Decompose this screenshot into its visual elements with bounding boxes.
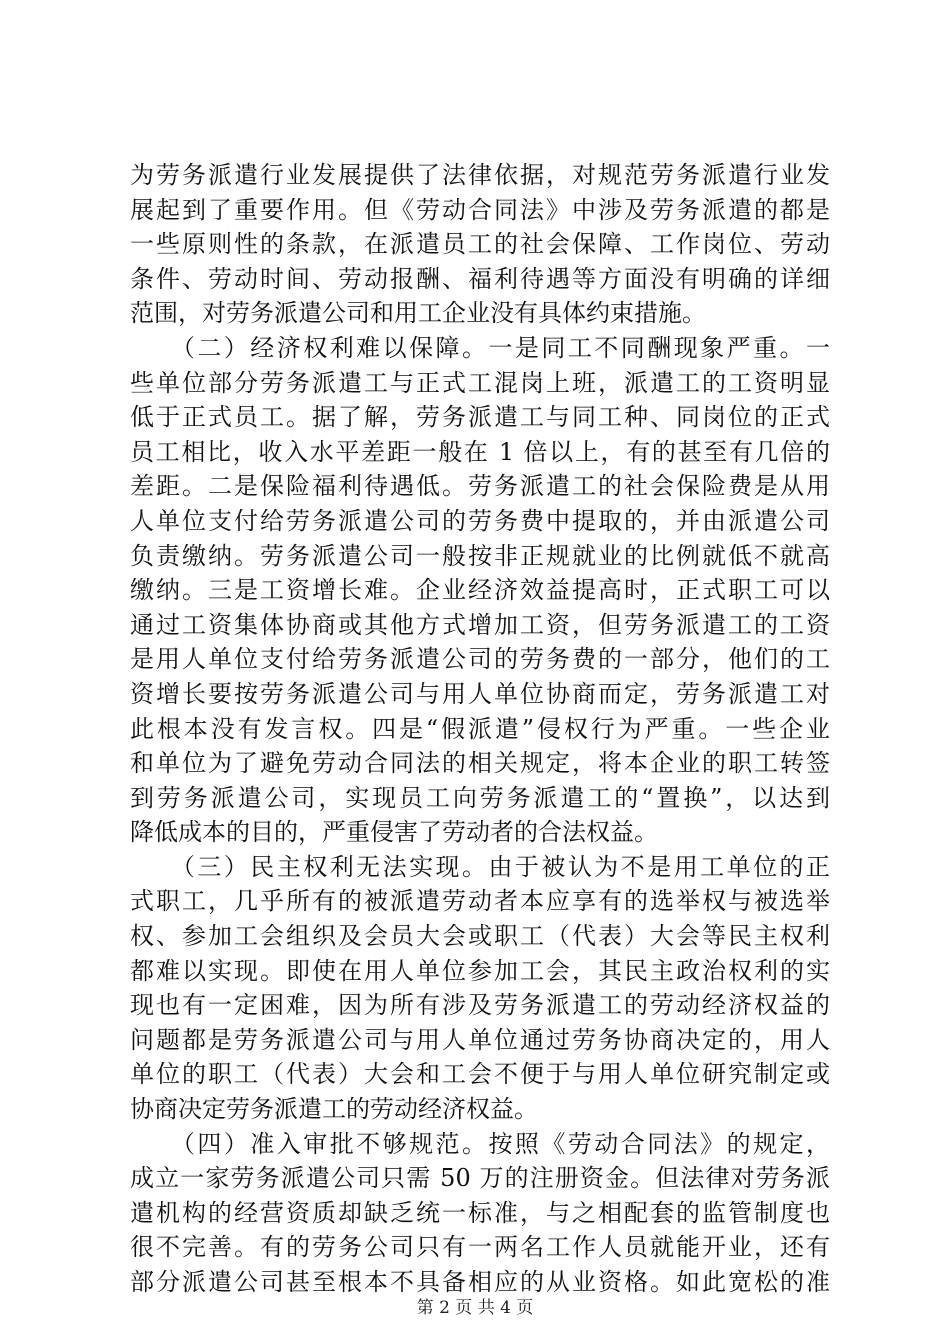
text-line: 到劳务派遣公司，实现员工向劳务派遣工的“置换”，以达到 [130,783,830,812]
text-line: 资增长要按劳务派遣公司与用人单位协商而定，劳务派遣工对 [130,679,830,708]
text-line: 都难以实现。即使在用人单位参加工会，其民主政治权利的实 [130,956,830,985]
text-line: （三）民主权利无法实现。由于被认为不是用工单位的正 [130,852,830,881]
text-line: 遣机构的经营资质却缺乏统一标准，与之相配套的监管制度也 [130,1198,830,1227]
text-line: 问题都是劳务派遣公司与用人单位通过劳务协商决定的，用人 [130,1025,830,1054]
text-line: 成立一家劳务派遣公司只需 50 万的注册资金。但法律对劳务派 [130,1164,830,1193]
text-line: （二）经济权利难以保障。一是同工不同酬现象严重。一 [130,333,830,362]
text-line: 很不完善。有的劳务公司只有一两名工作人员就能开业，还有 [130,1233,830,1262]
text-line: 部分派遣公司甚至根本不具备相应的从业资格。如此宽松的准 [130,1268,830,1296]
text-line: 展起到了重要作用。但《劳动合同法》中涉及劳务派遣的都是 [130,195,830,224]
page-number-footer: 第 2 页 共 4 页 [416,1298,534,1318]
text-line: 权、参加工会组织及会员大会或职工（代表）大会等民主权利 [130,922,830,951]
body-text [130,158,830,1300]
text-line: 范围，对劳务派遣公司和用工企业没有具体约束措施。 [130,299,706,328]
text-line: 为劳务派遣行业发展提供了法律依据，对规范劳务派遣行业发 [130,161,830,189]
text-line: 条件、劳动时间、劳动报酬、福利待遇等方面没有明确的详细 [130,264,830,293]
text-line: 单位的职工（代表）大会和工会不便于与用人单位研究制定或 [130,1060,830,1089]
text-line: 缴纳。三是工资增长难。企业经济效益提高时，正式职工可以 [130,576,830,605]
text-line: （四）准入审批不够规范。按照《劳动合同法》的规定， [130,1129,830,1158]
text-line: 些单位部分劳务派遣工与正式工混岗上班，派遣工的工资明显 [130,368,830,397]
text-line: 和单位为了避免劳动合同法的相关规定，将本企业的职工转签 [130,749,830,778]
text-line: 是用人单位支付给劳务派遣公司的劳务费的一部分，他们的工 [130,645,830,674]
text-line: 一些原则性的条款，在派遣员工的社会保障、工作岗位、劳动 [130,230,830,259]
text-line: 协商决定劳务派遣工的劳动经济权益。 [130,1095,538,1124]
text-line: 员工相比，收入水平差距一般在 1 倍以上，有的甚至有几倍的 [130,437,830,466]
text-line: 低于正式员工。据了解，劳务派遣工与同工种、同岗位的正式 [130,403,830,432]
text-line: 差距。二是保险福利待遇低。劳务派遣工的社会保险费是从用 [130,472,830,501]
text-line: 负责缴纳。劳务派遣公司一般按非正规就业的比例就低不就高 [130,541,830,570]
text-line: 人单位支付给劳务派遣公司的劳务费中提取的，并由派遣公司 [130,506,830,535]
text-line: 降低成本的目的，严重侵害了劳动者的合法权益。 [130,818,658,847]
text-line: 现也有一定困难，因为所有涉及劳务派遣工的劳动经济权益的 [130,991,830,1020]
text-line: 式职工，几乎所有的被派遣劳动者本应享有的选举权与被选举 [130,887,830,916]
text-line: 通过工资集体协商或其他方式增加工资，但劳务派遣工的工资 [130,610,830,639]
text-line: 此根本没有发言权。四是“假派遣”侵权行为严重。一些企业 [130,714,830,743]
